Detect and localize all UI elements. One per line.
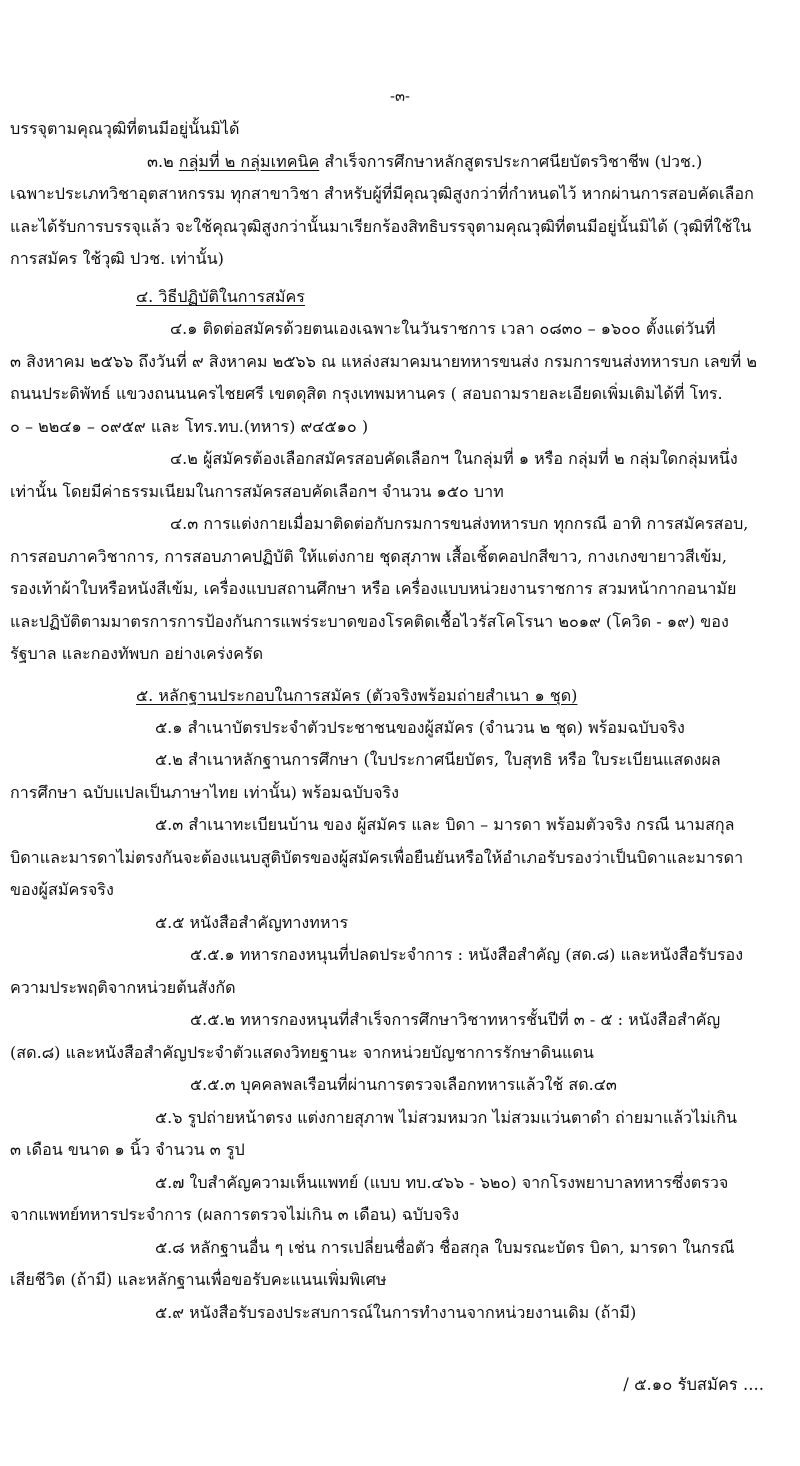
- text-line: ๕.๒ สำเนาหลักฐานการศึกษา (ใบประกาศนียบัตร, ใบสุทธิ หรือ ใบระเบียนแสดงผล: [155, 750, 721, 769]
- text-line: ๕.๓ สำเนาทะเบียนบ้าน ของ ผู้สมัคร และ บิดา – มารดา พร้อมตัวจริง กรณี นามสกุล: [155, 815, 735, 834]
- text-line: ๕.๕.๓ บุคคลพลเรือนที่ผ่านการตรวจเลือกทหารแล้วใช้ สด.๔๓: [190, 1075, 617, 1094]
- text-line: บิดาและมารดาไม่ตรงกันจะต้องแนบสูติบัตรของผู้สมัครเพื่อยืนยันหรือให้อำเภอรับรองว่าเป็นบิดาและมารดา: [10, 848, 744, 867]
- text-line: ๕.๘ หลักฐานอื่น ๆ เช่น การเปลี่ยนชื่อตัว ชื่อสกุล ใบมรณะบัตร บิดา, มารดา ในกรณี: [155, 1238, 735, 1257]
- section-4-heading: ๔. วิธีปฏิบัติในการสมัคร: [136, 287, 305, 306]
- text-line: ๕.๕.๑ ทหารกองหนุนที่ปลดประจำการ : หนังสือสำคัญ (สด.๘) และหนังสือรับรอง: [190, 945, 744, 964]
- text-line: ๕.๙ หนังสือรับรองประสบการณ์ในการทำงานจากหน่วยงานเดิม (ถ้ามี): [155, 1303, 637, 1322]
- text-line: ๕.๕.๒ ทหารกองหนุนที่สำเร็จการศึกษาวิชาทหารชั้นปีที่ ๓ - ๕ : หนังสือสำคัญ: [190, 1010, 721, 1029]
- text-line: และปฏิบัติตามมาตรการการป้องกันการแพร่ระบาดของโรคติดเชื้อไวรัสโคโรนา ๒๐๑๙ (โควิด - ๑๙) ของ: [10, 612, 729, 631]
- text-line: การศึกษา ฉบับแปลเป็นภาษาไทย เท่านั้น) พร้อมฉบับจริง: [10, 783, 400, 802]
- text-line: ๕.๖ รูปถ่ายหน้าตรง แต่งกายสุภาพ ไม่สวมหมวก ไม่สวมแว่นตาดำ ถ่ายมาแล้วไม่เกิน: [155, 1108, 737, 1127]
- text-line: ๕.๗ ใบสำคัญความเห็นแพทย์ (แบบ ทบ.๔๖๖ - ๖๒๐) จากโรงพยาบาลทหารซึ่งตรวจ: [155, 1173, 729, 1192]
- section-5-heading: ๕. หลักฐานประกอบในการสมัคร (ตัวจริงพร้อมถ่ายสำเนา ๑ ชุด): [136, 686, 578, 705]
- section-title: กลุ่มที่ ๒ กลุ่มเทคนิค: [178, 152, 320, 171]
- text-line: ๔.๒ ผู้สมัครต้องเลือกสมัครสอบคัดเลือกฯ ในกลุ่มที่ ๑ หรือ กลุ่มที่ ๒ กลุ่มใดกลุ่มหนึ่ง: [170, 449, 738, 468]
- text-line: เท่านั้น โดยมีค่าธรรมเนียมในการสมัครสอบคัดเลือกฯ จำนวน ๑๕๐ บาท: [10, 482, 504, 501]
- section-3-2-heading: [147, 151, 800, 173]
- text-line: รัฐบาล และกองทัพบก อย่างเคร่งครัด: [10, 644, 264, 663]
- text-line: การสมัคร ใช้วุฒิ ปวช. เท่านั้น): [10, 249, 224, 268]
- text-line: และได้รับการบรรจุแล้ว จะใช้คุณวุฒิสูงกว่านั้นมาเรียกร้องสิทธิบรรจุตามคุณวุฒิที่ตนมีอยู่นั้นมิได้ (วุฒิที่ใช้ใน: [10, 217, 752, 236]
- text-line: ๔.๑ ติดต่อสมัครด้วยตนเองเฉพาะในวันราชการ เวลา ๐๘๓๐ – ๑๖๐๐ ตั้งแต่วันที่: [170, 319, 716, 338]
- page-number: -๓-: [390, 88, 410, 105]
- text-line: ความประพฤติจากหน่วยต้นสังกัด: [10, 978, 236, 997]
- text-line: ๔.๓ การแต่งกายเมื่อมาติดต่อกับกรมการขนส่งทหารบก ทุกกรณี อาทิ การสมัครสอบ,: [170, 514, 749, 533]
- section-text: สำเร็จการศึกษาหลักสูตรประกาศนียบัตรวิชาชีพ (ปวช.): [324, 152, 703, 171]
- text-line: เสียชีวิต (ถ้ามี) และหลักฐานเพื่อขอรับคะแนนเพิ่มพิเศษ: [10, 1270, 387, 1289]
- text-line: รองเท้าผ้าใบหรือหนังสีเข้ม, เครื่องแบบสถานศึกษา หรือ เครื่องแบบหน่วยงานราชการ สวมหน้ากากอนามัย: [10, 579, 737, 598]
- text-line: ถนนประดิพัทธ์ แขวงถนนนครไชยศรี เขตดุสิต กรุงเทพมหานคร ( สอบถามรายละเอียดเพิ่มเติมได้ที่ โทร.: [10, 384, 723, 403]
- text-line: เฉพาะประเภทวิชาอุตสาหกรรม ทุกสาขาวิชา สำหรับผู้ที่มีคุณวุฒิสูงกว่าที่กำหนดไว้ หากผ่านการสอบคัดเลือก: [10, 184, 754, 203]
- text-line: ๓ เดือน ขนาด ๑ นิ้ว จำนวน ๓ รูป: [10, 1140, 245, 1159]
- text-line: ๓ สิงหาคม ๒๕๖๖ ถึงวันที่ ๙ สิงหาคม ๒๕๖๖ ณ แหล่งสมาคมนายทหารขนส่ง กรมการขนส่งทหารบก เลขที่ ๒: [10, 352, 757, 371]
- text-line: (สด.๘) และหนังสือสำคัญประจำตัวแสดงวิทยฐานะ จากหน่วยบัญชาการรักษาดินแดน: [10, 1043, 594, 1062]
- text-line: ๐ – ๒๒๔๑ – ๐๙๕๙ และ โทร.ทบ.(ทหาร) ๙๔๕๑๐ ): [10, 417, 369, 436]
- text-line: ๕.๕ หนังสือสำคัญทางทหาร: [155, 913, 349, 932]
- continuation-note: / ๕.๑๐ รับสมัคร ....: [623, 1375, 764, 1394]
- text-line: การสอบภาควิชาการ, การสอบภาคปฏิบัติ ให้แต่งกาย ชุดสุภาพ เสื้อเชิ้ตคอปกสีขาว, กางเกงขายาวสีเข้ม,: [10, 547, 728, 566]
- text-line: ๕.๑ สำเนาบัตรประจำตัวประชาชนของผู้สมัคร (จำนวน ๒ ชุด) พร้อมฉบับจริง: [155, 718, 685, 737]
- text-line: บรรจุตามคุณวุฒิที่ตนมีอยู่นั้นมิได้: [10, 119, 240, 138]
- text-line: จากแพทย์ทหารประจำการ (ผลการตรวจไม่เกิน ๓ เดือน) ฉบับจริง: [10, 1205, 460, 1224]
- text-line: ของผู้สมัครจริง: [10, 880, 114, 899]
- section-number: ๓.๒: [147, 152, 174, 171]
